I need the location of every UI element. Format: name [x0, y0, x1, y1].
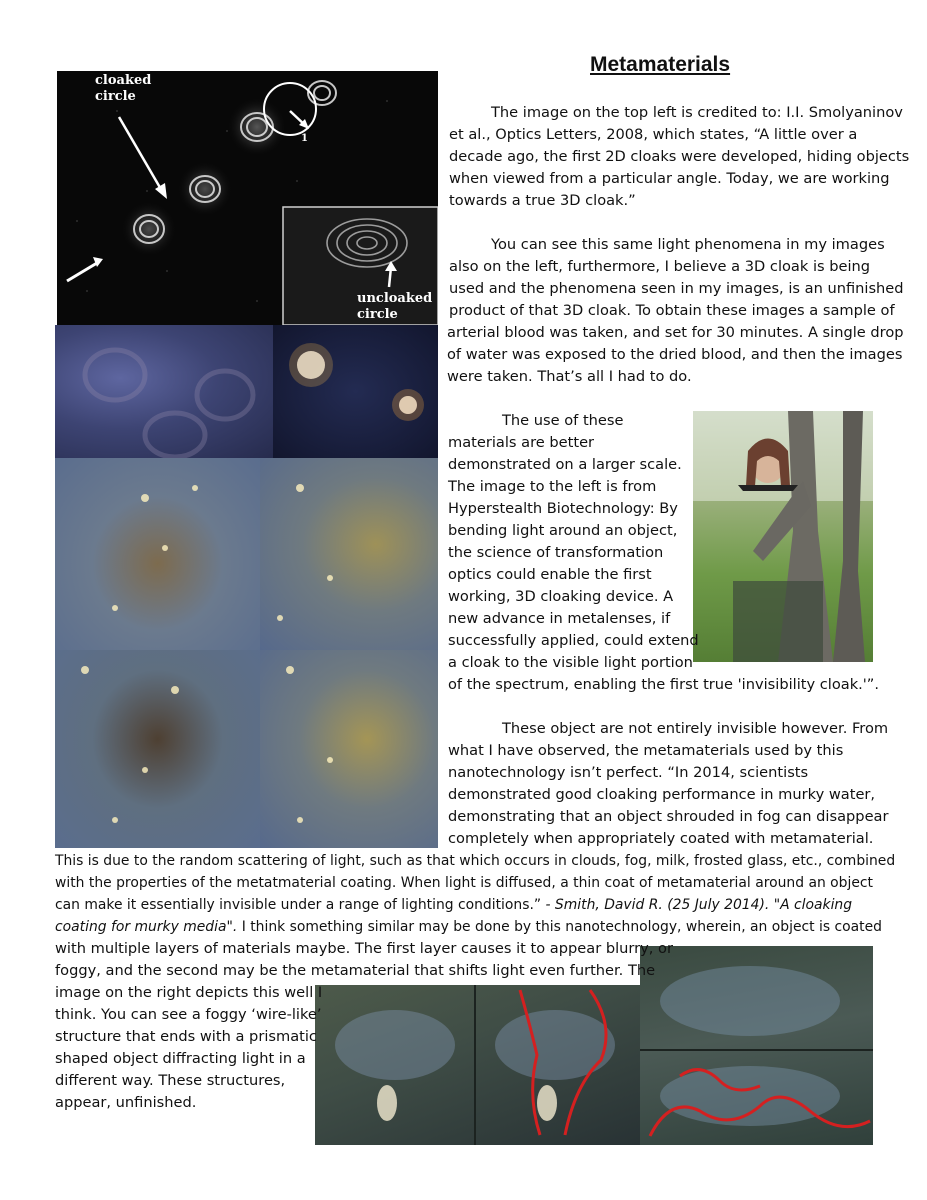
para4-line: This is due to the random scattering of light, such as that which occurs in clouds, fog, milk, frosted glass, etc., combined [55, 853, 896, 869]
para2-line: You can see this same light phenomena in my images [491, 236, 885, 253]
murky-photo-top-right [260, 458, 438, 650]
para3-line: materials are better [448, 434, 595, 451]
para4-line [55, 916, 882, 938]
cloaked-label-line2: circle [95, 89, 136, 104]
para1-line: decade ago, the first 2D cloaks were developed, hiding objects [449, 148, 910, 165]
para4-line: demonstrated good cloaking performance in murky water, [448, 786, 876, 803]
blue-phenomena-photo-left [55, 325, 273, 458]
para3-line: bending light around an object, [448, 522, 678, 539]
prism-structure-graphic [640, 946, 873, 1145]
cloak-diagram-photo [57, 71, 438, 325]
para3-line: of the spectrum, enabling the first true 'invisibility cloak.'”. [448, 676, 880, 693]
citation-part-b: coating for murky media". [55, 919, 238, 935]
para2-line: product of that 3D cloak. To obtain these images a sample of [449, 302, 895, 319]
para4-line: different way. These structures, [55, 1072, 286, 1089]
para4-line: shaped object diffracting light in a [55, 1050, 306, 1067]
murky-photo-bottom-left [55, 650, 260, 848]
para2-line: also on the left, furthermore, I believe a 3D cloak is being [449, 258, 871, 275]
uncloaked-label-line1: uncloaked [357, 291, 433, 306]
tree-photo-graphic [693, 411, 873, 662]
para3-line: The image to the left is from [448, 478, 657, 495]
para4-rest-line: I think something similar may be done by this nanotechnology, wherein, an object is coated [237, 919, 882, 935]
citation-part-a: - Smith, David R. (25 July 2014). "A cloaking [545, 897, 853, 913]
para4-line: foggy, and the second may be the metamaterial that shifts light even further. The [55, 962, 656, 979]
wire-structure-graphic [315, 985, 640, 1145]
para4-line: with the properties of the metatmaterial coating. When light is diffused, a thin coat of metamaterial around an object [55, 875, 873, 891]
cloaked-label-line1: cloaked [95, 73, 152, 88]
para1-line: when viewed from a particular angle. Today, we are working [449, 170, 890, 187]
para3-line: working, 3D cloaking device. A [448, 588, 674, 605]
para4-quote-end: can make it essentially invisible under a range of lighting conditions.” [55, 897, 542, 913]
para4-line [55, 894, 852, 916]
para3-line: optics could enable the first [448, 566, 652, 583]
para3-line: successfully applied, could extend [448, 632, 699, 649]
para4-line: think. You can see a foggy ‘wire-like’ [55, 1006, 322, 1023]
para2-line: used and the phenomena seen in my images, is an unfinished [449, 280, 904, 297]
para3-line: demonstrated on a larger scale. [448, 456, 682, 473]
uncloaked-circle-label [357, 291, 432, 323]
para4-line: demonstrating that an object shrouded in fog can disappear [448, 808, 889, 825]
para4-line: These object are not entirely invisible however. From [502, 720, 889, 737]
para1-line: The image on the top left is credited to: I.I. Smolyaninov [491, 104, 903, 121]
para1-line: et al., Optics Letters, 2008, which states, “A little over a [449, 126, 858, 143]
blue-phenomena-photo-right [273, 325, 438, 458]
cloaked-circle-label [95, 73, 151, 105]
para4-line: with multiple layers of materials maybe. The first layer causes it to appear blurry, or [55, 940, 673, 957]
para3-line: Hyperstealth Biotechnology: By [448, 500, 678, 517]
para4-line: what I have observed, the metamaterials used by this [448, 742, 844, 759]
uncloaked-label-line2: circle [357, 307, 398, 322]
para2-line: of water was exposed to the dried blood, and then the images [447, 346, 903, 363]
para3-line: new advance in metalenses, if [448, 610, 671, 627]
para3-line: the science of transformation [448, 544, 664, 561]
murky-photo-bottom-right [260, 650, 438, 848]
subscript-label: 1 [301, 133, 308, 144]
para2-line: were taken. That’s all I had to do. [447, 368, 692, 385]
hyperstealth-tree-photo [693, 411, 873, 662]
para3-line: a cloak to the visible light portion [448, 654, 693, 671]
para4-line: appear, unfinished. [55, 1094, 197, 1111]
page-title: Metamaterials [590, 53, 731, 76]
para2-line: arterial blood was taken, and set for 30 minutes. A single drop [447, 324, 904, 341]
blue-photo-left-graphic [55, 325, 273, 458]
prism-structure-photo [640, 946, 873, 1145]
blue-photo-right-graphic [273, 325, 438, 458]
para1-line: towards a true 3D cloak.” [449, 192, 636, 209]
wire-structure-photo [315, 985, 640, 1145]
para4-line: completely when appropriately coated with metamaterial. [448, 830, 874, 847]
para4-line: structure that ends with a prismatic [55, 1028, 317, 1045]
para3-line: The use of these [502, 412, 624, 429]
para4-line: image on the right depicts this well I [55, 984, 323, 1001]
para4-line: nanotechnology isn’t perfect. “In 2014, scientists [448, 764, 809, 781]
murky-photo-top-left [55, 458, 260, 650]
cloak-diagram-graphic [57, 71, 438, 325]
